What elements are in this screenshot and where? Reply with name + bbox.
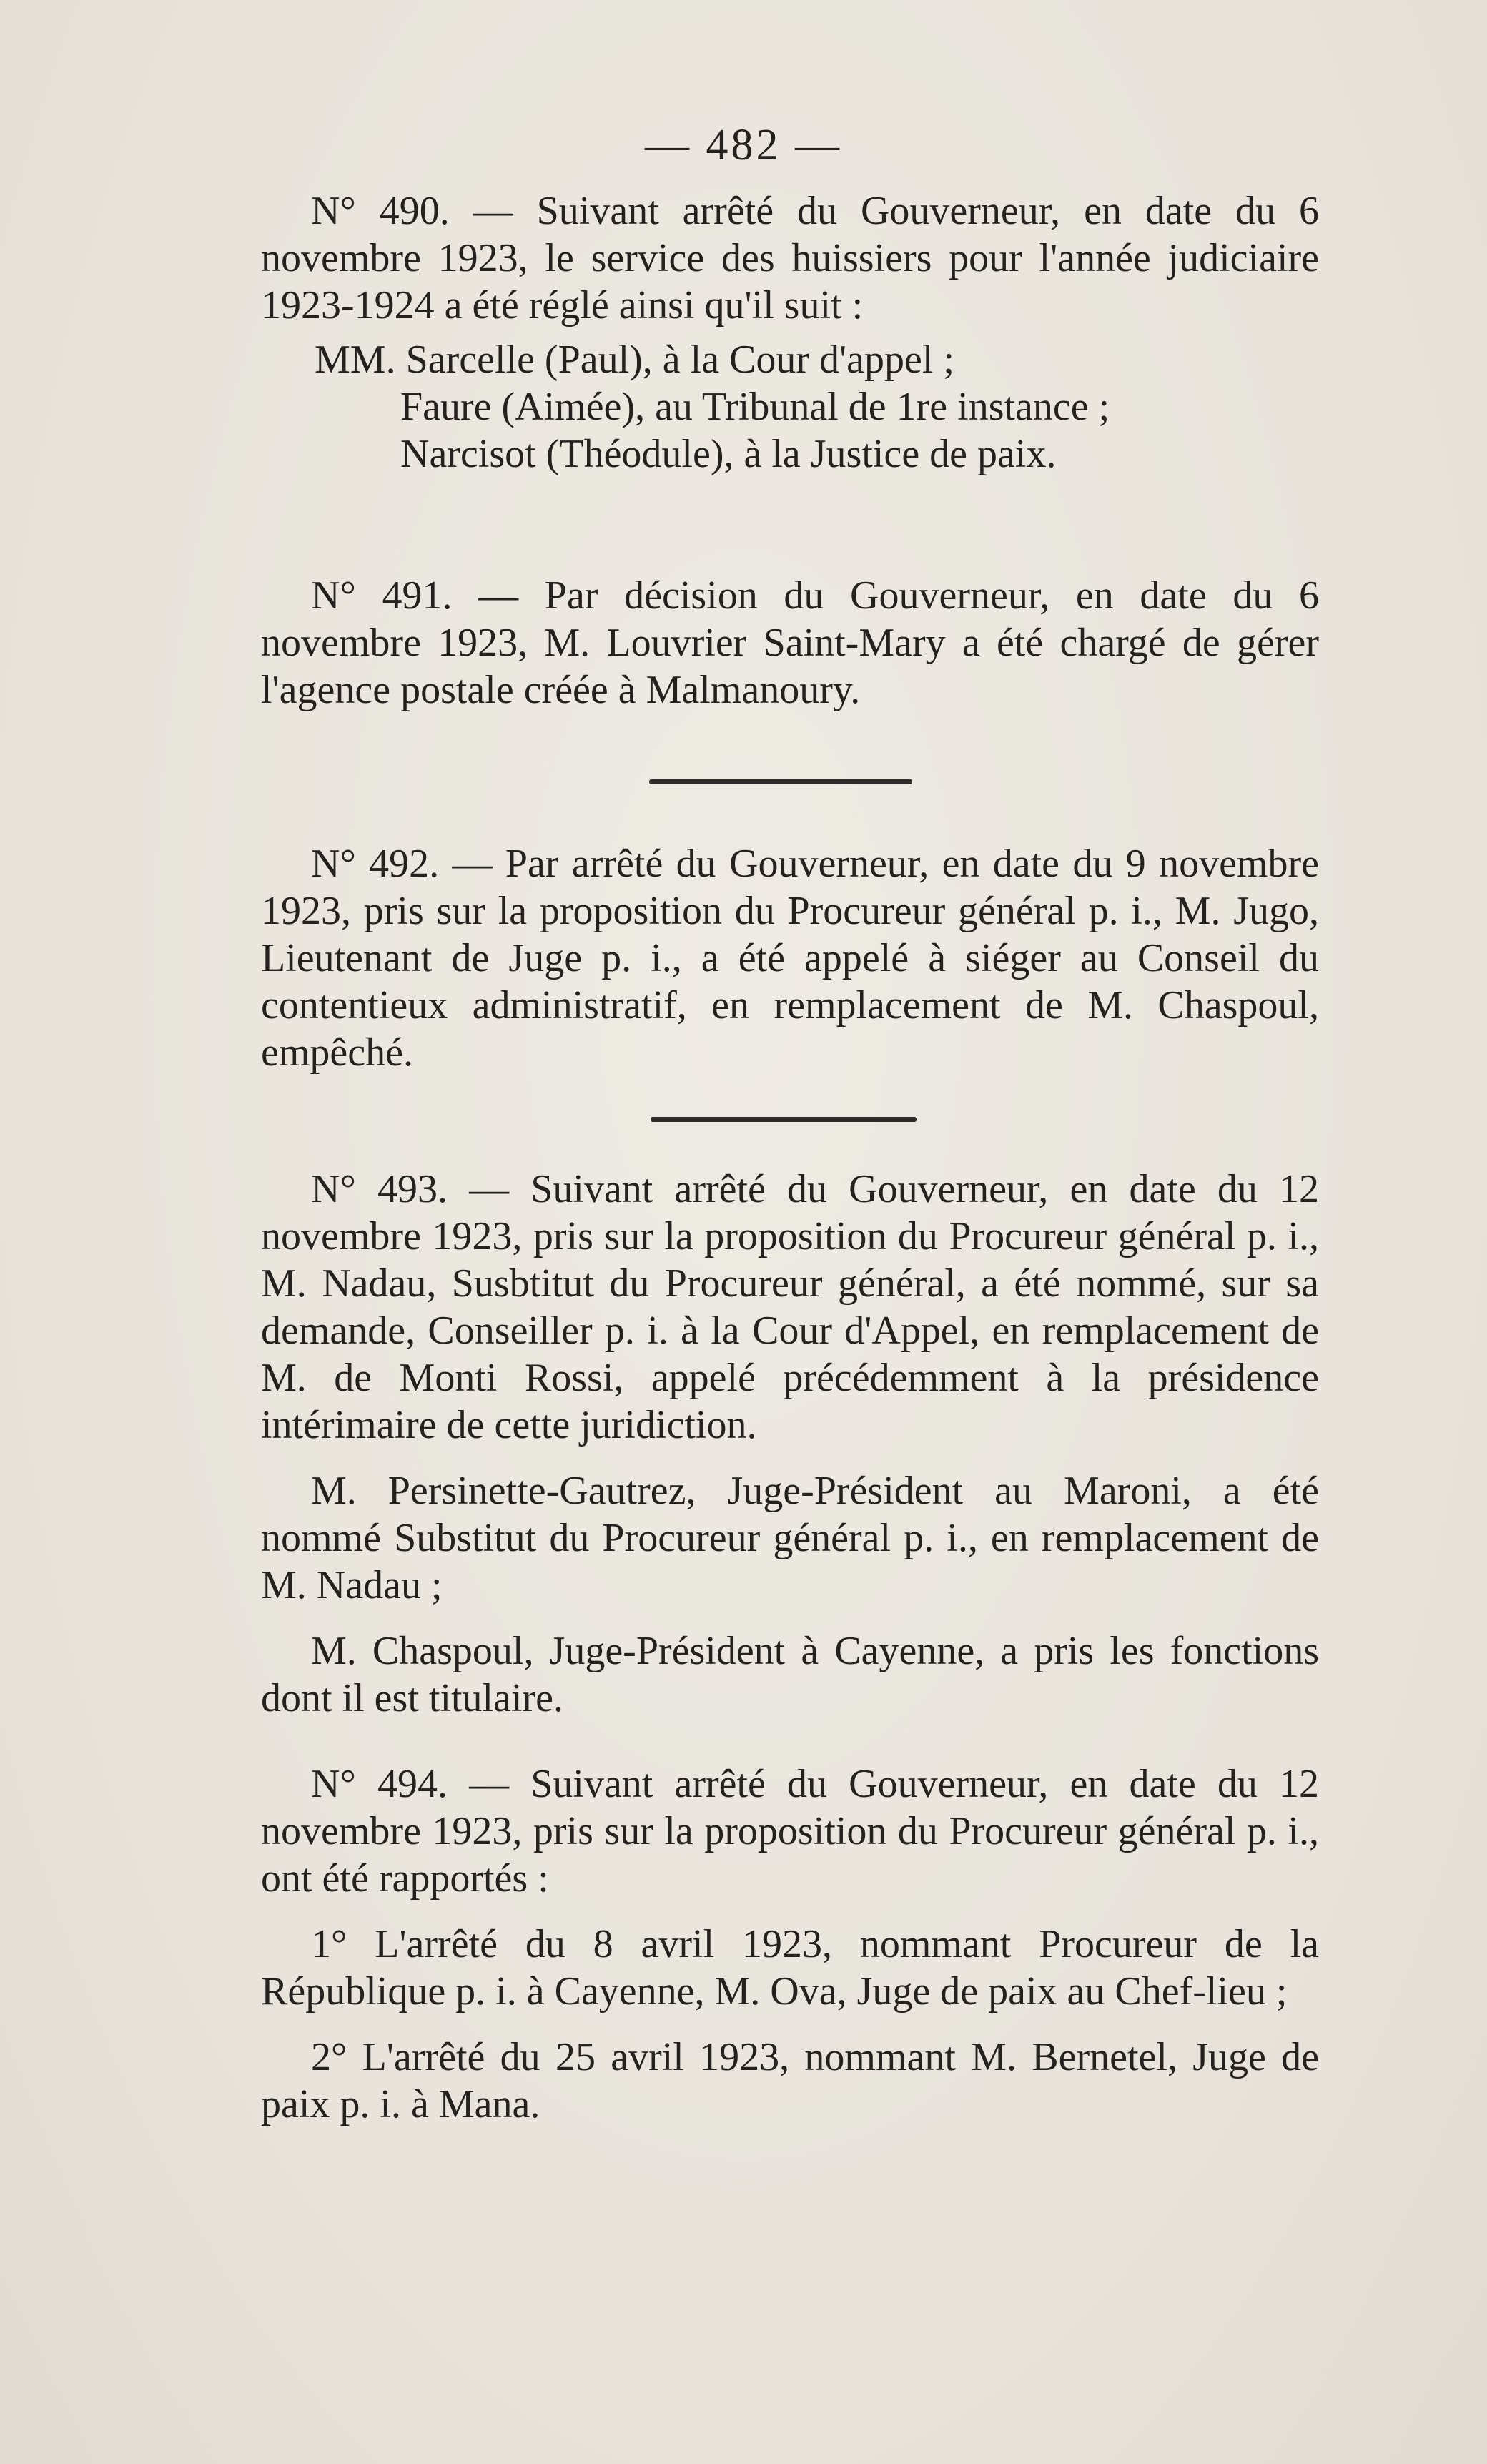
list-item: Faure (Aimée), au Tribunal de 1re instance ; <box>400 385 1110 429</box>
page-number: — 482 — <box>645 121 842 169</box>
entry-text: — Par arrêté du Gouverneur, en date du 9 novembre 1923, pris sur la proposition du Procureur général p. i., M. Jugo, Lieutenant de Juge p. i., a été appelé à siéger au Conseil du contentieux administratif, en remplacement de M. Chaspoul, empêché. <box>261 842 1319 1075</box>
appointment-list <box>261 336 1319 478</box>
entry-text: — Suivant arrêté du Gouverneur, en date du 12 novembre 1923, pris sur la proposition du Procureur général p. i., M. Nadau, Susbtitut du Procureur général, a été nommé, sur sa demande, Conseiller p. i. à la Cour d'Appel, en remplacement de M. de Monti Rossi, appelé précédemment à la présidence intérimaire de cette juridiction. <box>261 1167 1320 1447</box>
section-divider <box>649 779 912 784</box>
entry-text: — Suivant arrêté du Gouverneur, en date du 6 novembre 1923, le service des huissiers pour l'année judiciaire 1923-1924 a été réglé ainsi qu'il suit : <box>261 189 1319 327</box>
entry-subparagraph: M. Persinette-Gautrez, Juge-Président au Maroni, a été nommé Substitut du Procureur général p. i., en remplacement de M. Nadau ; <box>261 1469 1319 1607</box>
entry-number: N° 490. <box>311 189 450 233</box>
entry-number: N° 494. <box>311 1762 448 1806</box>
entry-492 <box>261 840 1319 1083</box>
list-item: Narcisot (Théodule), à la Justice de paix. <box>400 432 1057 476</box>
entry-493 <box>261 1166 1319 1729</box>
entry-text: — Suivant arrêté du Gouverneur, en date du 12 novembre 1923, pris sur la proposition du Procureur général p. i., ont été rapportés : <box>261 1762 1320 1901</box>
section-divider <box>651 1117 917 1122</box>
entry-subparagraph: 2° L'arrêté du 25 avril 1923, nommant M. Bernetel, Juge de paix p. i. à Mana. <box>261 2035 1319 2127</box>
entry-number: N° 491. <box>311 573 453 618</box>
list-item: MM. Sarcelle (Paul), à la Cour d'appel ; <box>315 337 954 382</box>
entry-491 <box>261 572 1319 721</box>
entry-494 <box>261 1760 1319 2135</box>
entry-paragraph <box>261 1166 1319 1449</box>
entry-paragraph <box>261 572 1319 714</box>
entry-paragraph <box>261 187 1319 329</box>
entry-subparagraph: 1° L'arrêté du 8 avril 1923, nommant Procureur de la République p. i. à Cayenne, M. Ova, Juge de paix au Chef-lieu ; <box>261 1922 1319 2014</box>
entry-number: N° 492. <box>311 842 440 886</box>
entry-subparagraph: M. Chaspoul, Juge-Président à Cayenne, a pris les fonctions dont il est titulaire. <box>261 1629 1319 1720</box>
entry-paragraph <box>261 1760 1319 1902</box>
entry-number: N° 493. <box>311 1167 448 1211</box>
entry-text: — Par décision du Gouverneur, en date du 6 novembre 1923, M. Louvrier Saint-Mary a été chargé de gérer l'agence postale créée à Malmanoury. <box>261 573 1319 712</box>
entry-490 <box>261 187 1319 478</box>
entry-paragraph <box>261 840 1319 1076</box>
